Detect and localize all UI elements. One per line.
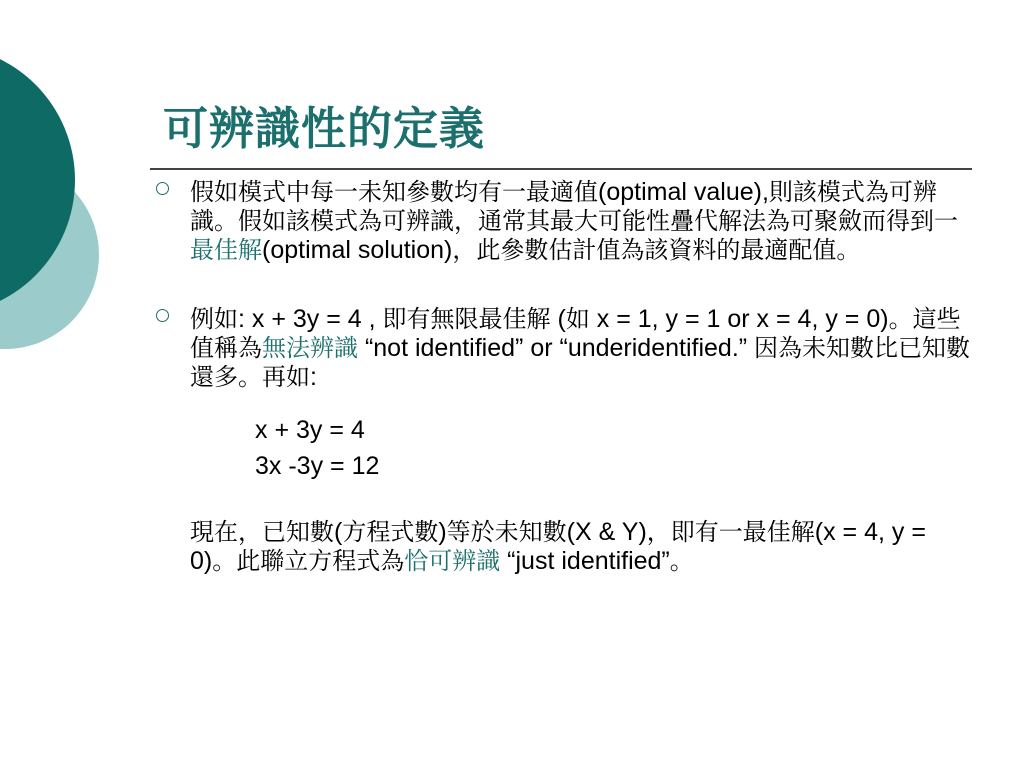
text-run: ) xyxy=(438,518,447,546)
text-run: 等於未知數 xyxy=(446,518,567,546)
text-run: 則該模式為可辨識。假如該模式為可辨識，通常其最大可能性疊代解法為可聚斂而得到一 xyxy=(190,178,958,235)
text-run: (X & Y) xyxy=(566,518,647,546)
text-run: 如 xyxy=(565,305,590,333)
text-run: 方程式數 xyxy=(342,518,439,546)
text-run: x = 1, y = 1 or x = 4, y = 0) xyxy=(589,305,889,333)
bullet-example xyxy=(150,305,972,392)
text-run: 因為未知數比已知數還多。再如 xyxy=(190,334,971,391)
equation-line: 3x -3y = 12 xyxy=(255,452,380,480)
highlight-term: 無法辨識 xyxy=(262,334,358,362)
bullet-circle-icon xyxy=(156,182,169,195)
text-run: 。 xyxy=(669,547,694,575)
text-run: : xyxy=(310,363,317,391)
text-run: ，即有一最佳解 xyxy=(646,518,815,546)
highlight-term: 最佳解 xyxy=(190,236,262,264)
slide-title: 可辨識性的定義 xyxy=(163,102,486,155)
text-run: “not identified” or “underidentified.” xyxy=(358,334,755,362)
text-run: : x + 3y = 4 , xyxy=(238,305,383,333)
bullet-definition xyxy=(150,178,972,265)
equation-line: x + 3y = 4 xyxy=(255,416,365,444)
slide-body xyxy=(150,178,972,576)
text-run: ( xyxy=(334,518,343,546)
paragraph-just-identified xyxy=(150,518,972,576)
text-run: “just identified” xyxy=(500,547,670,575)
text-run: 即有無限最佳解 xyxy=(382,305,551,333)
text-run: 現在，已知數 xyxy=(190,518,334,546)
text-run: 。這些值稱為 xyxy=(190,305,961,362)
text-run: (optimal solution) xyxy=(262,236,453,264)
text-run: (optimal value), xyxy=(598,178,769,206)
text-run: 。此聯立方程式為 xyxy=(212,547,405,575)
bullet-circle-icon xyxy=(156,309,169,322)
highlight-term: 恰可辨識 xyxy=(404,547,501,575)
text-run: (x = 4, y = 0) xyxy=(190,518,926,575)
text-run: ( xyxy=(550,305,566,333)
text-run: 假如模式中每一未知參數均有一最適值 xyxy=(190,178,598,206)
text-run: ，此參數估計值為該資料的最適配值。 xyxy=(452,236,861,264)
text-run: 例如 xyxy=(190,305,238,333)
title-divider xyxy=(150,168,972,170)
decorative-circles xyxy=(0,0,110,420)
equation-block xyxy=(150,412,972,484)
